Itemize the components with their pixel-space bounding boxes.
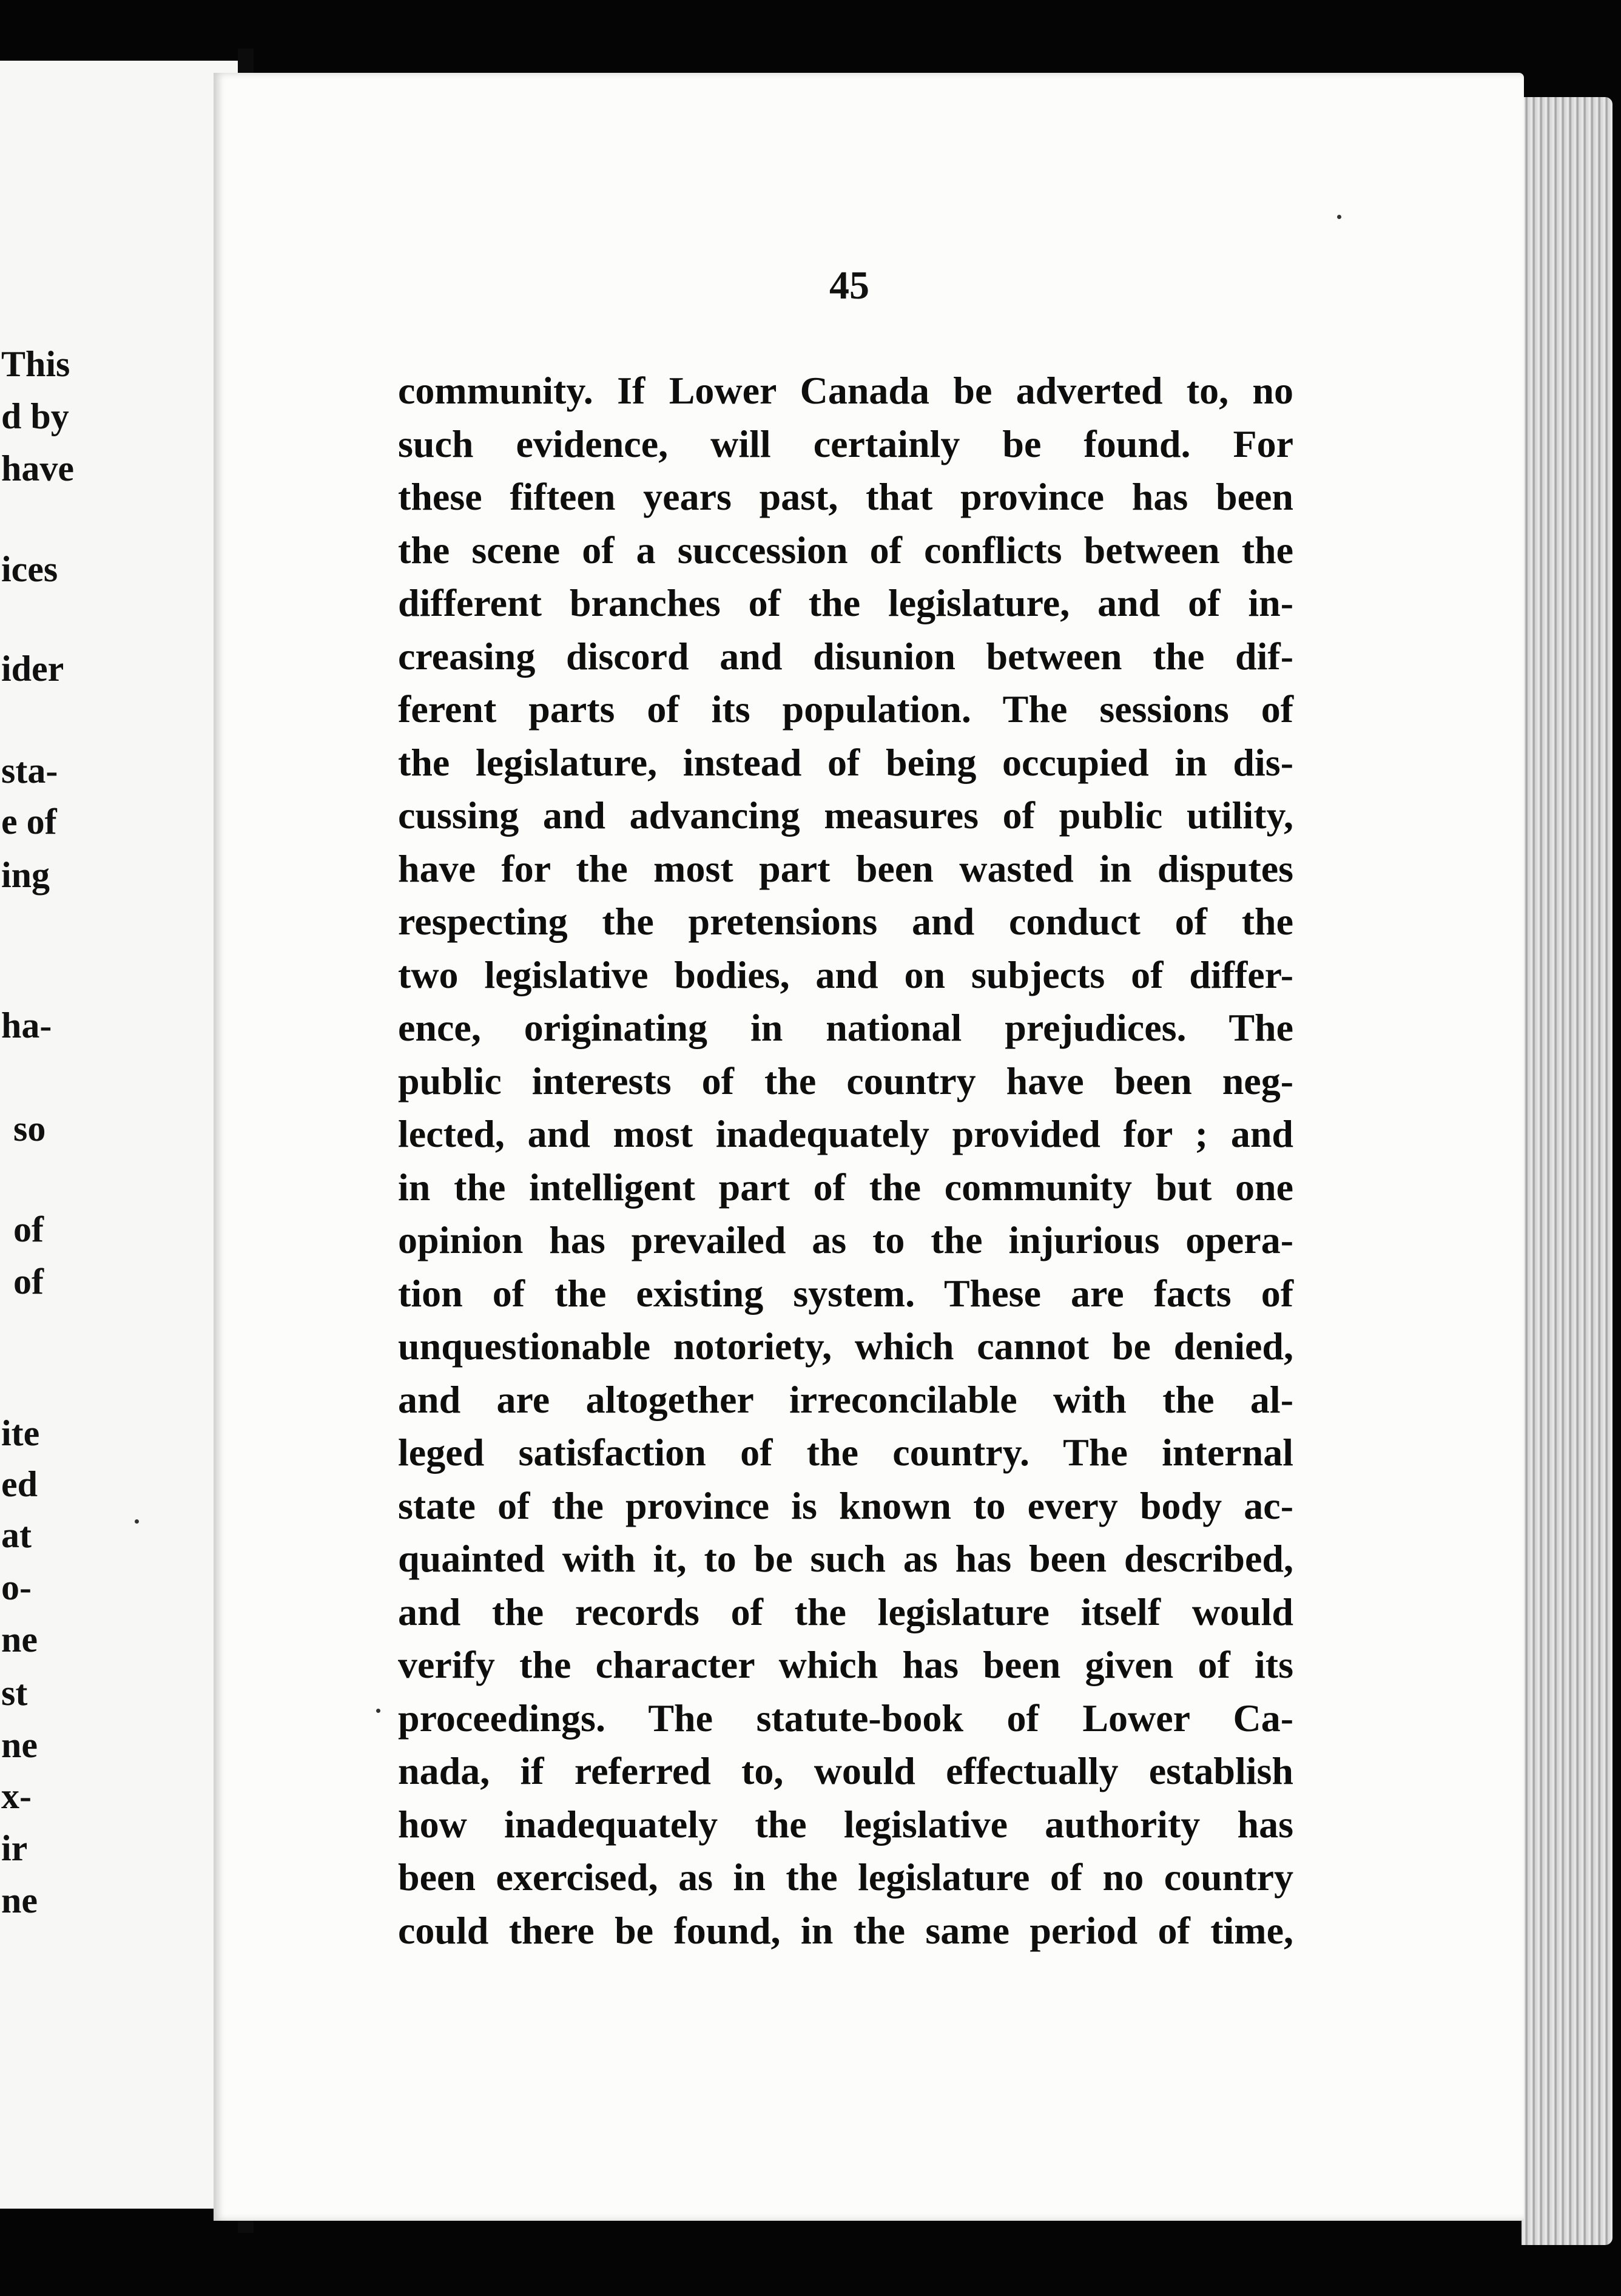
text-line: tion of the existing system. These are facts of <box>398 1271 1293 1315</box>
text-line: respecting the pretensions and conduct of the <box>398 900 1293 943</box>
text-line: the legislature, instead of being occupied in dis- <box>398 740 1293 784</box>
left-page-fragment: so <box>13 1109 46 1149</box>
text-line: state of the province is known to every body ac- <box>398 1484 1293 1527</box>
ink-speck <box>135 1519 139 1524</box>
left-page-fragment: ing <box>1 855 50 895</box>
text-line: community. If Lower Canada be adverted to, no <box>398 369 1293 412</box>
text-line: public interests of the country have been neg- <box>398 1059 1293 1102</box>
left-page-fragment: ices <box>1 549 58 589</box>
left-page-fragment: ir <box>1 1828 28 1868</box>
left-page-fragment: ed <box>1 1464 38 1504</box>
left-page-fragment: d by <box>1 396 69 436</box>
left-page-fragment: ite <box>1 1413 40 1453</box>
left-page-fragment: of <box>13 1209 44 1249</box>
text-line: leged satisfaction of the country. The internal <box>398 1431 1293 1474</box>
text-line: ferent parts of its population. The sessions of <box>398 687 1293 731</box>
left-page-fragment: ne <box>1 1725 38 1765</box>
text-line: different branches of the legislature, and of in- <box>398 581 1293 624</box>
page-number: 45 <box>829 263 869 308</box>
body-text <box>398 364 1293 1957</box>
text-line: nada, if referred to, would effectually establish <box>398 1749 1293 1792</box>
left-page-fragment: o- <box>1 1567 32 1607</box>
text-line: verify the character which has been given of its <box>398 1643 1293 1686</box>
left-page-fragment: e of <box>1 802 57 842</box>
text-line: the scene of a succession of conflicts between the <box>398 528 1293 572</box>
text-line: unquestionable notoriety, which cannot be denied, <box>398 1325 1293 1368</box>
text-line: these fifteen years past, that province has been <box>398 475 1293 518</box>
text-line: in the intelligent part of the community but one <box>398 1165 1293 1209</box>
text-line: lected, and most inadequately provided for ; and <box>398 1112 1293 1155</box>
text-line: and are altogether irreconcilable with the al- <box>398 1377 1293 1421</box>
left-page-fragment: ne <box>1 1880 38 1920</box>
left-page-fragment: sta- <box>1 751 58 791</box>
text-line: have for the most part been wasted in disputes <box>398 846 1293 890</box>
left-page-fragment: x- <box>1 1776 32 1816</box>
text-line: could there be found, in the same period of time, <box>398 1908 1293 1952</box>
ink-speck <box>1337 215 1341 219</box>
left-page-fragment: This <box>1 344 70 384</box>
ink-speck <box>376 1709 380 1713</box>
left-page <box>0 61 238 2209</box>
left-page-fragment: have <box>1 448 74 488</box>
text-line: been exercised, as in the legislature of no country <box>398 1855 1293 1899</box>
text-line: such evidence, will certainly be found. For <box>398 422 1293 465</box>
left-page-fragment: ne <box>1 1619 38 1660</box>
text-line: how inadequately the legislative authority has <box>398 1802 1293 1846</box>
text-line: quainted with it, to be such as has been described, <box>398 1537 1293 1580</box>
left-page-fragment: at <box>1 1515 32 1555</box>
text-line: ence, originating in national prejudices. The <box>398 1006 1293 1049</box>
page-edges <box>1522 97 1613 2245</box>
text-line: creasing discord and disunion between the dif- <box>398 634 1293 678</box>
left-page-fragment: st <box>1 1673 28 1713</box>
left-page-fragment: of <box>13 1261 44 1302</box>
left-page-fragment: ha- <box>1 1005 52 1045</box>
text-line: proceedings. The statute-book of Lower Ca- <box>398 1696 1293 1740</box>
text-line: opinion has prevailed as to the injurious opera- <box>398 1218 1293 1261</box>
left-page-fragment: ider <box>1 649 64 689</box>
text-line: and the records of the legislature itself would <box>398 1590 1293 1633</box>
text-line: cussing and advancing measures of public utility, <box>398 794 1293 837</box>
text-line: two legislative bodies, and on subjects of differ- <box>398 953 1293 996</box>
